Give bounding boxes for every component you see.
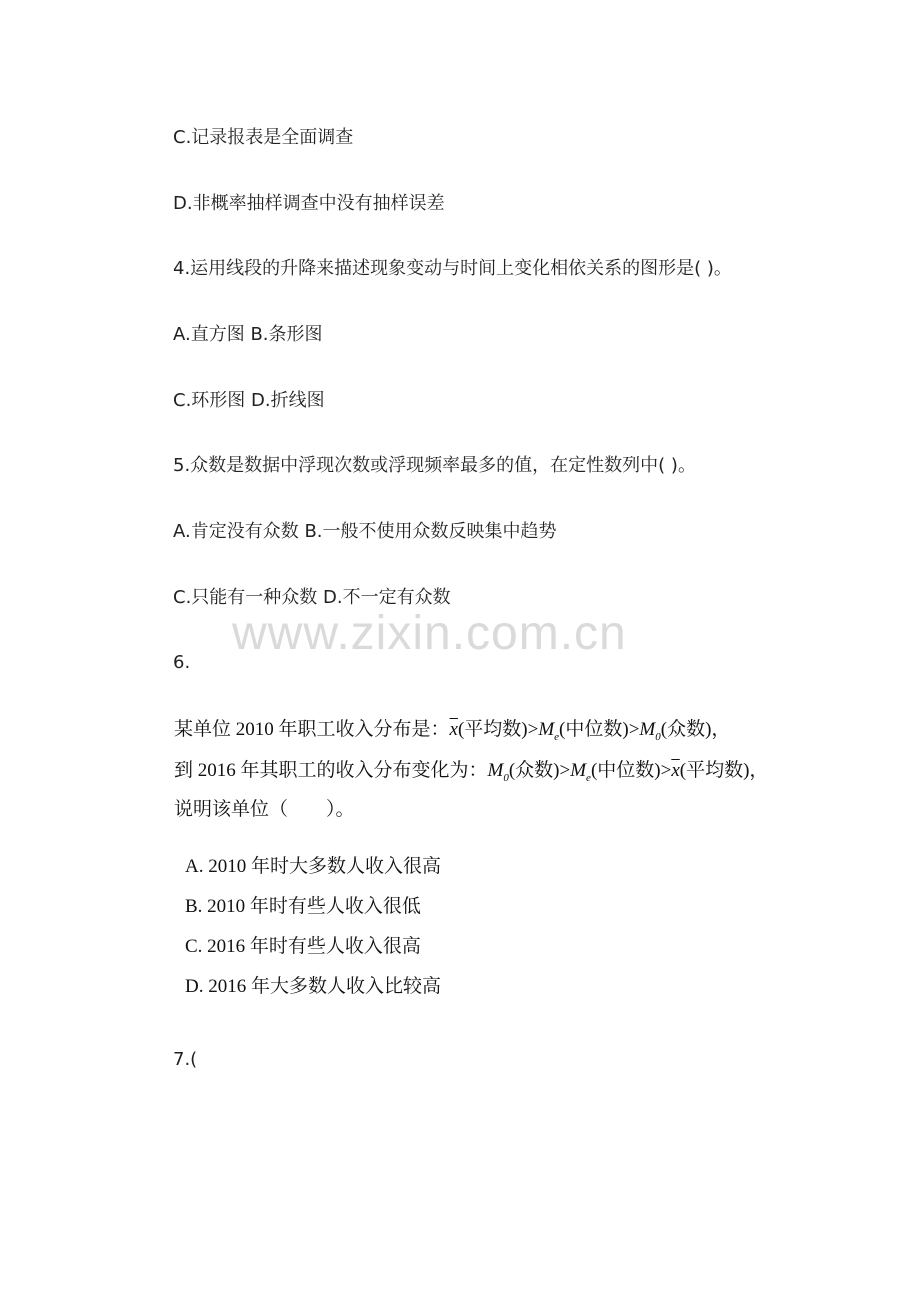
q4-options-ab: A.直方图 B.条形图 (173, 324, 323, 345)
question-4: 4.运用线段的升降来描述现象变动与时间上变化相依关系的图形是( )。 (173, 258, 732, 279)
q6-row2-t1: (众数)> (508, 760, 571, 781)
mode-subscript: 0 (655, 731, 661, 743)
mode-symbol: M (639, 719, 656, 740)
line-d-nonprob: D.非概率抽样调查中没有抽样误差 (173, 193, 445, 214)
q6-row1-prefix: 某单位 2010 年职工收入分布是： (174, 719, 450, 740)
q6-row1-t1: (平均数)> (457, 719, 539, 740)
q6-option-d: D. 2016 年大多数人收入比较高 (185, 976, 441, 997)
question-7-number: 7.( (173, 1049, 198, 1070)
mean-symbol: $\overline{x}$ (671, 760, 680, 781)
median-symbol: M (570, 760, 587, 781)
question-5: 5.众数是数据中浮现次数或浮现频率最多的值，在定性数列中( )。 (173, 455, 696, 476)
q6-row1-t3: (众数)， (660, 719, 731, 740)
q6-stem-line-3: 说明该单位（ ）。 (174, 799, 355, 820)
q6-option-b: B. 2010 年时有些人收入很低 (185, 896, 421, 917)
q6-stem-line-2 (174, 759, 768, 785)
q6-row2-t2: (中位数)> (590, 760, 672, 781)
mode-subscript: 0 (503, 772, 509, 784)
q5-options-ab: A.肯定没有众数 B.一般不使用众数反映集中趋势 (173, 521, 557, 542)
mean-symbol: $\overline{x}$ (449, 719, 458, 740)
q6-row1-t2: (中位数)> (559, 719, 640, 740)
q4-options-cd: C.环形图 D.折线图 (173, 390, 325, 411)
q6-stem-line-1 (174, 718, 730, 744)
median-subscript: e (554, 731, 560, 743)
q6-row2-t3: (平均数)， (679, 760, 769, 781)
median-symbol: M (538, 719, 555, 740)
watermark: www.zixin.com.cn (232, 607, 627, 660)
q6-option-c: C. 2016 年时有些人收入很高 (185, 936, 421, 957)
q6-option-a: A. 2010 年时大多数人收入很高 (185, 856, 441, 877)
line-c-record: C.记录报表是全面调查 (173, 127, 354, 148)
q5-options-cd: C.只能有一种众数 D.不一定有众数 (173, 587, 451, 608)
question-6-number: 6. (173, 652, 191, 673)
q6-row2-prefix: 到 2016 年其职工的收入分布变化为： (174, 760, 488, 781)
mode-symbol: M (487, 760, 504, 781)
median-subscript: e (586, 772, 591, 784)
